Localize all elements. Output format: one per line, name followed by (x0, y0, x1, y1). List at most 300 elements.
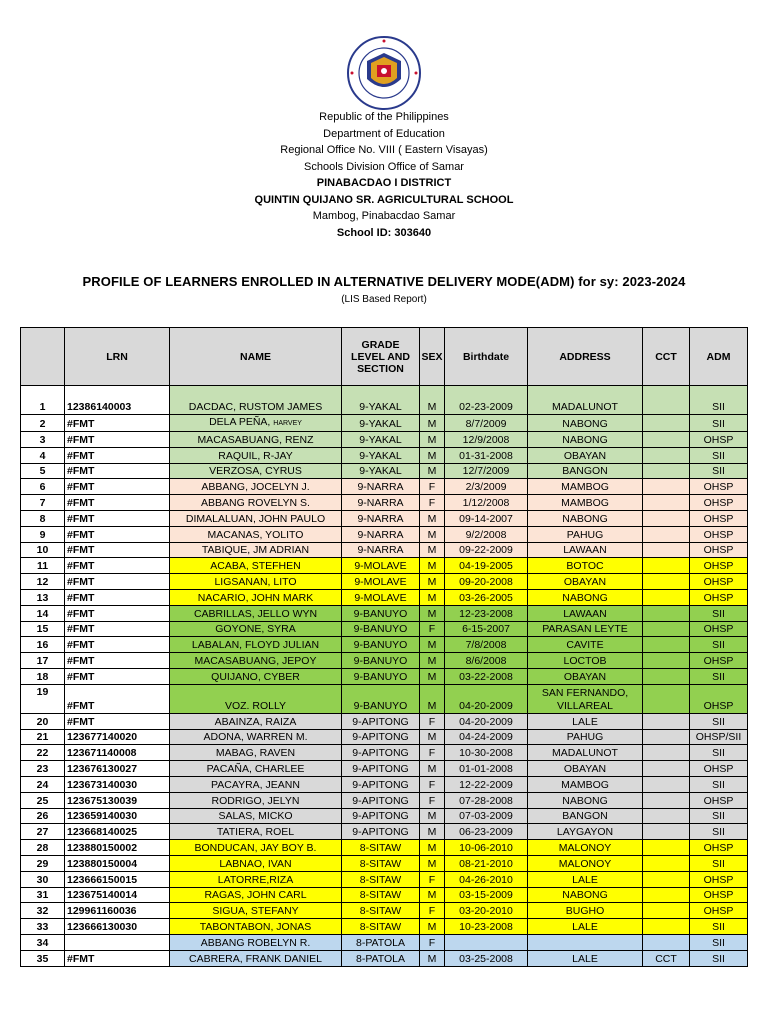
address-cell (528, 589, 643, 605)
sex-cell (420, 903, 445, 919)
table-row (21, 684, 748, 713)
table-row (21, 479, 748, 495)
lrn-cell-text: #FMT (67, 607, 95, 620)
adm-cell-text: SII (712, 952, 725, 965)
cct-cell (643, 808, 690, 824)
address-cell (528, 432, 643, 448)
lrn-cell-text: #FMT (67, 560, 95, 573)
cct-cell (643, 605, 690, 621)
adm-cell-text: SII (712, 418, 725, 430)
address-cell-text: OBAYAN (563, 449, 607, 462)
adm-cell (690, 463, 748, 479)
adm-cell-text: SII (712, 607, 725, 620)
address-cell-text: OBAYAN (563, 762, 607, 775)
lrn-cell-text: #FMT (67, 699, 95, 712)
name-cell (170, 637, 342, 653)
sex-cell (420, 479, 445, 495)
col-header-name: NAME (170, 328, 342, 386)
lrn-cell-text: #FMT (67, 449, 95, 462)
table-row (21, 432, 748, 448)
cct-cell (643, 745, 690, 761)
address-cell (528, 668, 643, 684)
address-cell (528, 824, 643, 840)
row-number-text: 28 (36, 841, 49, 854)
grade-section-cell (342, 887, 420, 903)
letterhead (0, 109, 768, 241)
name-cell (170, 903, 342, 919)
lrn-cell (65, 792, 170, 808)
lrn-cell (65, 919, 170, 935)
name-cell-text: QUIJANO, CYBER (211, 670, 300, 683)
name-cell-text: ABBANG ROBELYN R. (200, 936, 311, 949)
row-number (21, 558, 65, 574)
sex-cell-text: M (427, 731, 437, 744)
table-row (21, 447, 748, 463)
table-row (21, 589, 748, 605)
adm-cell-text: SII (712, 465, 725, 478)
grade-section-cell (342, 386, 420, 415)
sex-cell-text: M (427, 952, 437, 965)
grade-section-cell (342, 840, 420, 856)
row-number (21, 574, 65, 590)
name-cell (170, 589, 342, 605)
address-cell (528, 386, 643, 415)
adm-cell-text: OHSP (703, 433, 734, 446)
birthdate-cell (445, 808, 528, 824)
row-number-text: 35 (36, 952, 49, 965)
birthdate-cell (445, 495, 528, 511)
adm-cell-text: SII (712, 747, 725, 760)
grade-section-cell-text: 9-BANUYO (353, 670, 408, 683)
table-row (21, 776, 748, 792)
address-cell-text: PAHUG (566, 731, 604, 744)
lrn-cell (65, 495, 170, 511)
birthdate-cell (445, 871, 528, 887)
adm-cell (690, 510, 748, 526)
address-cell-text: BANGON (562, 465, 608, 478)
grade-section-cell-text: 9-APITONG (352, 810, 409, 823)
adm-cell-text: OHSP (703, 496, 734, 509)
adm-cell (690, 447, 748, 463)
address-cell-text: LALE (572, 873, 598, 886)
adm-cell (690, 589, 748, 605)
row-number-text: 11 (36, 560, 49, 573)
row-number-text: 7 (39, 496, 46, 509)
lrn-cell-text: 123666130030 (67, 920, 138, 933)
table-row (21, 558, 748, 574)
address-cell (528, 684, 643, 713)
address-cell-text: MAMBOG (561, 778, 609, 791)
table-row (21, 605, 748, 621)
adm-cell (690, 792, 748, 808)
address-cell (528, 808, 643, 824)
document-title: PROFILE OF LEARNERS ENROLLED IN ALTERNATIVE DELIVERY MODE(ADM) for sy: 2023-2024 (82, 274, 686, 289)
table-row (21, 887, 748, 903)
grade-section-cell (342, 605, 420, 621)
grade-section-cell (342, 903, 420, 919)
name-cell-text: ABBANG ROVELYN S. (201, 496, 310, 509)
cct-cell (643, 887, 690, 903)
birthdate-cell (445, 542, 528, 558)
row-number-text: 17 (36, 654, 49, 667)
table-row (21, 792, 748, 808)
address-cell (528, 605, 643, 621)
row-number-text: 4 (39, 449, 46, 462)
lrn-cell-text: #FMT (67, 481, 95, 494)
lrn-cell-text: 123673140030 (67, 778, 138, 791)
row-number-text: 27 (36, 826, 49, 839)
row-number-text: 14 (36, 607, 49, 620)
adm-cell-text: SII (712, 449, 725, 462)
address-cell (528, 447, 643, 463)
adm-cell-text: SII (712, 810, 725, 823)
lrn-cell (65, 840, 170, 856)
grade-section-cell-text: 9-BANUYO (353, 639, 408, 652)
table-row (21, 745, 748, 761)
adm-cell-text: OHSP (703, 654, 734, 667)
row-number-text: 10 (36, 544, 49, 557)
cct-cell (643, 558, 690, 574)
row-number (21, 415, 65, 432)
sex-cell-text: M (427, 920, 437, 933)
adm-cell-text: OHSP (703, 889, 734, 902)
table-row (21, 574, 748, 590)
lrn-cell (65, 824, 170, 840)
sex-cell (420, 463, 445, 479)
address-cell (528, 637, 643, 653)
lrn-cell-text: 123677140020 (67, 731, 138, 744)
birthdate-cell-text: 12/9/2008 (462, 433, 510, 446)
adm-cell (690, 621, 748, 637)
grade-section-cell-text: 9-NARRA (357, 481, 404, 494)
lrn-cell-text: #FMT (67, 639, 95, 652)
lrn-cell (65, 447, 170, 463)
name-cell (170, 761, 342, 777)
address-cell-text: LALE (572, 715, 598, 728)
cct-cell (643, 432, 690, 448)
name-cell-text: DIMALALUAN, JOHN PAULO (185, 512, 326, 525)
birthdate-cell (445, 713, 528, 729)
address-cell (528, 792, 643, 808)
grade-section-cell (342, 526, 420, 542)
sex-cell-text: M (427, 810, 437, 823)
adm-cell-text: OHSP (703, 528, 734, 541)
adm-cell (690, 950, 748, 966)
name-cell-text: MACANAS, YOLITO (207, 528, 304, 541)
grade-section-cell (342, 574, 420, 590)
row-number-text: 24 (36, 778, 49, 791)
lrn-cell (65, 903, 170, 919)
row-number (21, 919, 65, 935)
address-cell (528, 776, 643, 792)
name-cell-text: MABAG, RAVEN (215, 747, 296, 760)
name-cell (170, 653, 342, 669)
lrn-cell-text: #FMT (67, 544, 95, 557)
name-cell (170, 776, 342, 792)
address-cell (528, 526, 643, 542)
birthdate-cell-text: 09-14-2007 (459, 512, 513, 525)
adm-cell (690, 840, 748, 856)
sex-cell (420, 637, 445, 653)
lrn-cell-text: 123880150002 (67, 841, 138, 854)
row-number (21, 871, 65, 887)
name-cell-text: ABBANG, JOCELYN J. (201, 481, 310, 494)
grade-section-cell (342, 668, 420, 684)
row-number (21, 447, 65, 463)
deped-seal-logo (343, 35, 425, 111)
sex-cell (420, 855, 445, 871)
sex-cell (420, 653, 445, 669)
name-cell (170, 447, 342, 463)
sex-cell-text: M (427, 607, 437, 620)
table-row (21, 637, 748, 653)
name-cell-text: RODRIGO, JELYN (211, 794, 300, 807)
birthdate-cell-text: 02-23-2009 (459, 401, 513, 413)
row-number-text: 8 (39, 512, 46, 525)
col-header-lrn: LRN (65, 328, 170, 386)
adm-cell (690, 653, 748, 669)
sex-cell (420, 526, 445, 542)
name-cell (170, 934, 342, 950)
name-cell-text: TATIERA, ROEL (216, 826, 295, 839)
sex-cell-text: M (427, 857, 437, 870)
name-cell-text: LABALAN, FLOYD JULIAN (191, 639, 320, 652)
name-cell (170, 745, 342, 761)
address-cell-text: LALE (572, 952, 598, 965)
grade-section-cell (342, 713, 420, 729)
name-cell (170, 808, 342, 824)
address-cell (528, 574, 643, 590)
grade-section-cell-text: 9-APITONG (352, 794, 409, 807)
birthdate-cell (445, 463, 528, 479)
adm-cell (690, 574, 748, 590)
birthdate-cell (445, 605, 528, 621)
birthdate-cell (445, 745, 528, 761)
address-cell (528, 934, 643, 950)
address-cell (528, 919, 643, 935)
grade-section-cell-text: 9-YAKAL (359, 418, 402, 430)
cct-cell (643, 934, 690, 950)
cct-cell (643, 415, 690, 432)
address-cell-text: OBAYAN (563, 670, 607, 683)
name-cell (170, 463, 342, 479)
birthdate-cell-text: 03-20-2010 (459, 905, 513, 918)
birthdate-cell-text: 04-26-2010 (459, 873, 513, 886)
adm-cell (690, 855, 748, 871)
adm-cell (690, 495, 748, 511)
row-number-text: 13 (36, 591, 49, 604)
name-cell-text: MACASABUANG, JEPOY (194, 654, 317, 667)
table-row (21, 542, 748, 558)
sex-cell (420, 542, 445, 558)
birthdate-cell (445, 653, 528, 669)
address-cell-text: NABONG (562, 794, 608, 807)
cct-cell (643, 542, 690, 558)
lrn-cell-text: #FMT (67, 465, 95, 478)
birthdate-cell-text: 07-03-2009 (459, 810, 513, 823)
birthdate-cell-text: 01-31-2008 (459, 449, 513, 462)
row-number (21, 386, 65, 415)
learner-table (20, 327, 748, 967)
row-number (21, 903, 65, 919)
name-cell-text: VOZ. ROLLY (224, 699, 287, 712)
adm-cell (690, 824, 748, 840)
address-cell (528, 761, 643, 777)
cct-cell (643, 684, 690, 713)
sex-cell-text: F (428, 623, 436, 636)
row-number-text: 18 (36, 670, 49, 683)
table-header-row (21, 328, 748, 386)
name-cell (170, 542, 342, 558)
sex-cell-text: F (428, 873, 436, 886)
adm-cell (690, 776, 748, 792)
lrn-cell-text: 129961160036 (67, 905, 137, 918)
name-cell (170, 415, 342, 432)
sex-cell (420, 684, 445, 713)
lrn-cell (65, 776, 170, 792)
adm-cell-text: SII (712, 639, 725, 652)
row-number (21, 745, 65, 761)
grade-section-cell-text: 9-APITONG (352, 731, 409, 744)
name-cell-text: DELA PEÑA, (209, 416, 271, 428)
birthdate-cell-text: 03-15-2009 (459, 889, 513, 902)
header-district: PINABACDAO I DISTRICT (316, 177, 452, 189)
cct-cell (643, 713, 690, 729)
row-number (21, 808, 65, 824)
lrn-cell (65, 510, 170, 526)
name-cell (170, 495, 342, 511)
sex-cell-text: M (427, 465, 437, 478)
row-number (21, 526, 65, 542)
cct-cell (643, 776, 690, 792)
address-cell-text: LAWAAN (563, 544, 607, 557)
sex-cell-text: F (428, 496, 436, 509)
birthdate-cell-text: 03-26-2005 (459, 591, 513, 604)
name-cell (170, 574, 342, 590)
row-number-text: 6 (39, 481, 46, 494)
row-number (21, 668, 65, 684)
lrn-cell-text: 123675140014 (67, 889, 138, 902)
lrn-cell-text: 12386140003 (67, 401, 132, 413)
sex-cell (420, 776, 445, 792)
address-cell (528, 713, 643, 729)
row-number (21, 621, 65, 637)
table-row (21, 621, 748, 637)
name-cell (170, 621, 342, 637)
address-cell-text: LALE (572, 920, 598, 933)
address-cell-text: PAHUG (566, 528, 604, 541)
cct-cell (643, 729, 690, 745)
name-cell (170, 668, 342, 684)
name-cell (170, 479, 342, 495)
grade-section-cell (342, 510, 420, 526)
adm-cell (690, 605, 748, 621)
name-cell (170, 713, 342, 729)
name-cell-text: NACARIO, JOHN MARK (197, 591, 314, 604)
grade-section-cell-text: 9-MOLAVE (354, 575, 407, 588)
grade-section-cell-text: 9-NARRA (357, 512, 404, 525)
sex-cell-text: M (427, 575, 437, 588)
name-cell (170, 919, 342, 935)
adm-cell-text: OHSP (703, 873, 734, 886)
row-number (21, 542, 65, 558)
adm-cell-text: SII (712, 920, 725, 933)
adm-cell-text: SII (712, 857, 725, 870)
address-cell (528, 495, 643, 511)
address-cell (528, 855, 643, 871)
row-number (21, 495, 65, 511)
row-number-text: 25 (36, 794, 49, 807)
birthdate-cell-text: 10-06-2010 (459, 841, 513, 854)
adm-cell (690, 668, 748, 684)
lrn-cell (65, 526, 170, 542)
adm-cell-text: OHSP (703, 481, 734, 494)
table-row (21, 713, 748, 729)
birthdate-cell (445, 684, 528, 713)
grade-section-cell (342, 824, 420, 840)
birthdate-cell (445, 637, 528, 653)
address-cell-text: MAMBOG (561, 481, 609, 494)
adm-cell (690, 542, 748, 558)
grade-section-cell-text: 8-SITAW (359, 841, 402, 854)
adm-cell-text: OHSP (703, 794, 734, 807)
sex-cell-text: M (427, 512, 437, 525)
adm-cell-text: OHSP (703, 841, 734, 854)
cct-cell (643, 903, 690, 919)
name-cell-text: TABIQUE, JM ADRIAN (201, 544, 310, 557)
sex-cell (420, 589, 445, 605)
birthdate-cell (445, 589, 528, 605)
row-number-text: 31 (36, 889, 49, 902)
lrn-cell-text: #FMT (67, 512, 95, 525)
address-cell-text: NABONG (562, 418, 608, 430)
row-number (21, 934, 65, 950)
birthdate-cell (445, 526, 528, 542)
cct-cell-text: CCT (655, 952, 677, 965)
sex-cell (420, 495, 445, 511)
sex-cell (420, 713, 445, 729)
row-number (21, 589, 65, 605)
address-cell (528, 840, 643, 856)
birthdate-cell-text: 1/12/2008 (462, 496, 510, 509)
grade-section-cell (342, 415, 420, 432)
adm-cell (690, 745, 748, 761)
cct-cell (643, 950, 690, 966)
row-number-text: 5 (39, 465, 46, 478)
grade-section-cell (342, 479, 420, 495)
birthdate-cell (445, 386, 528, 415)
name-cell-text: DACDAC, RUSTOM JAMES (188, 401, 323, 413)
sex-cell-text: M (427, 591, 437, 604)
address-cell (528, 542, 643, 558)
adm-cell-text: OHSP (703, 512, 734, 525)
lrn-cell-text: #FMT (67, 575, 95, 588)
grade-section-cell-text: 8-PATOLA (355, 952, 406, 965)
address-cell-text: MAMBOG (561, 496, 609, 509)
grade-section-cell-text: 9-NARRA (357, 528, 404, 541)
sex-cell-text: F (428, 715, 436, 728)
row-number (21, 637, 65, 653)
grade-section-cell-text: 9-YAKAL (359, 433, 402, 446)
table-row (21, 463, 748, 479)
birthdate-cell-text: 07-28-2008 (459, 794, 513, 807)
adm-cell-text: OHSP (703, 623, 734, 636)
lrn-cell (65, 637, 170, 653)
birthdate-cell-text: 10-30-2008 (459, 747, 513, 760)
lrn-cell-text: 123675130039 (67, 794, 138, 807)
adm-cell-text: SII (712, 401, 725, 413)
lrn-cell (65, 542, 170, 558)
